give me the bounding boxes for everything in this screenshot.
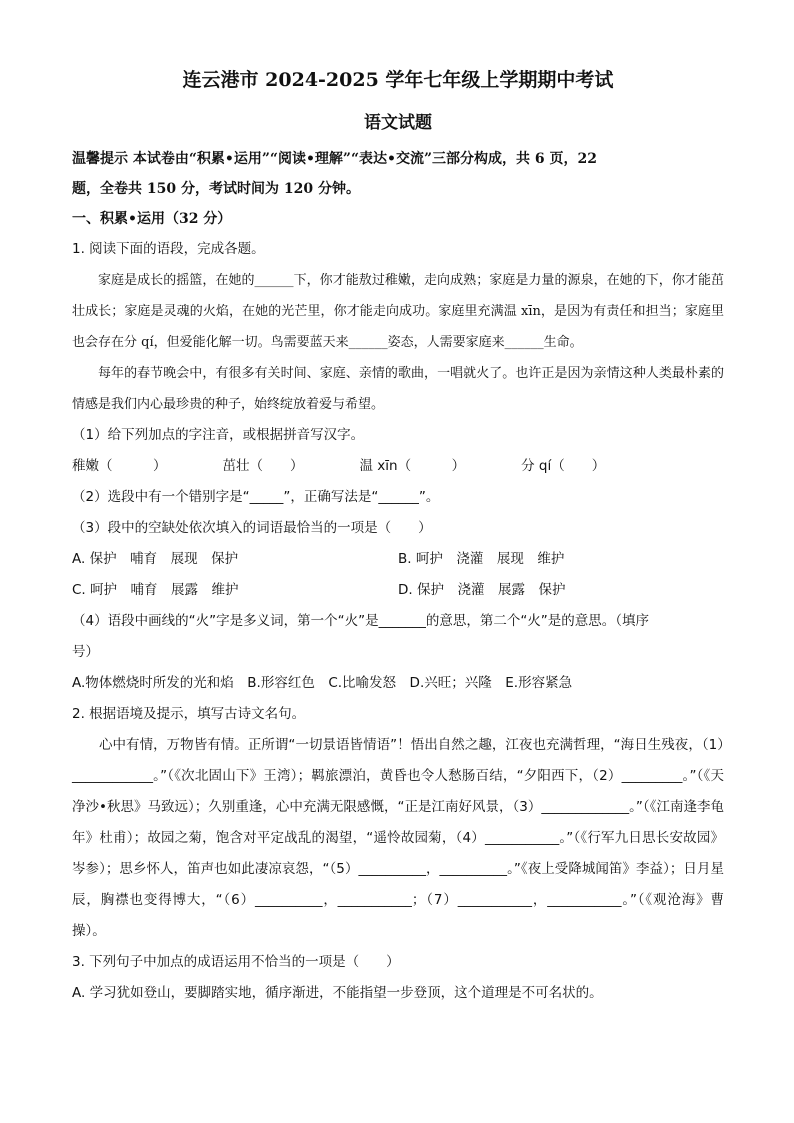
notice-line-2: 题，全卷共 150 分，考试时间为 120 分钟。 bbox=[72, 181, 360, 197]
pinyin-item: 分 qí（ ） bbox=[521, 458, 606, 474]
question-3-option-a: A. 学习犹如登山，要脚踏实地，循序渐进，不能指望一步登顶，这个道理是不可名状的。 bbox=[72, 985, 603, 1001]
notice-line-1: 温馨提示 本试卷由“积累•运用”“阅读•理解”“表达•交流”三部分构成，共 6 页，22 bbox=[72, 151, 598, 167]
question-1-sub-3: （3）段中的空缺处依次填入的词语最恰当的一项是（ ） bbox=[72, 520, 432, 536]
options-row bbox=[72, 544, 724, 575]
options-row bbox=[72, 575, 724, 606]
question-2-stem: 2. 根据语境及提示，填写古诗文名句。 bbox=[72, 706, 306, 722]
question-1-sub-4-cont: 号） bbox=[72, 644, 99, 660]
question-1-sub-4-options: A.物体燃烧时所发的光和焰 B.形容红色 C.比喻发怒 D.兴旺；兴隆 E.形容紧急 bbox=[72, 675, 573, 691]
pinyin-item: 温 xīn（ ） bbox=[359, 458, 466, 474]
exam-page bbox=[72, 66, 724, 1009]
option-d: D. 保护 浇灌 展露 保护 bbox=[398, 582, 566, 598]
option-c: C. 呵护 哺育 展露 维护 bbox=[72, 582, 239, 598]
question-1-sub-4: （4）语段中画线的“火”字是多义词，第一个“火”是_______的意思，第二个“火”是的意思。（填序 bbox=[72, 613, 650, 629]
question-2-passage: 心中有情，万物皆有情。正所谓“一切景语皆情语”！悟出自然之趣，江夜也充满哲理，“海日生残夜，（1）____________。”（《次北固山下》王湾）；羁旅漂泊，黄昏也令人愁肠百结，“夕阳西下，（2）_________。”（《天净沙•秋思》马致远）；久别重逢，心中充满无限感慨，“正是江南好风景，（3）_____________。”（《江南逢李龟年》杜甫）；故园之菊，饱含对平定战乱的渴望，“遥怜故园菊，（4）___________。”（《行军九日思长安故园》岑参）；思乡怀人，笛声也如此凄凉哀怨，“（5）__________，__________。”《夜上受降城闻笛》李益）；日月星辰，胸襟也变得博大，“（6）__________，___________；（7）___________，___________。”（《观沧海》曹操）。 bbox=[72, 737, 724, 939]
section-heading: 一、积累•运用（32 分） bbox=[72, 211, 232, 227]
question-3-stem: 3. 下列句子中加点的成语运用不恰当的一项是（ ） bbox=[72, 954, 400, 970]
question-1-sub-1: （1）给下列加点的字注音，或根据拼音写汉字。 bbox=[72, 427, 365, 443]
question-1-passage-2: 每年的春节晚会中，有很多有关时间、家庭、亲情的歌曲，一唱就火了。也许正是因为亲情这种人类最朴素的情感是我们内心最珍贵的种子，始终绽放着爱与希望。 bbox=[72, 366, 724, 412]
question-1-stem: 1. 阅读下面的语段，完成各题。 bbox=[72, 241, 265, 257]
pinyin-row bbox=[72, 451, 724, 482]
page-title: 连云港市 2024-2025 学年七年级上学期期中考试 bbox=[182, 69, 614, 91]
option-b: B. 呵护 浇灌 展现 维护 bbox=[398, 551, 565, 567]
pinyin-item: 茁壮（ ） bbox=[222, 458, 304, 474]
question-1-sub-2: （2）选段中有一个错别字是“_____”，正确写法是“______”。 bbox=[72, 489, 440, 505]
option-a: A. 保护 哺育 展现 保护 bbox=[72, 551, 239, 567]
page-subtitle: 语文试题 bbox=[364, 113, 432, 133]
question-1-passage-1: 家庭是成长的摇篮，在她的______下，你才能敖过稚嫩，走向成熟；家庭是力量的源泉，在她的下，你才能茁壮成长；家庭是灵魂的火焰，在她的光芒里，你才能走向成功。家庭里充满温 xīn，是因为有责任和担当；家庭里也会存在分 qí，但爱能化解一切。鸟需要蓝天来______姿态，人需要家庭来______生命。 bbox=[72, 273, 724, 350]
pinyin-item: 稚嫩（ ） bbox=[72, 458, 167, 474]
